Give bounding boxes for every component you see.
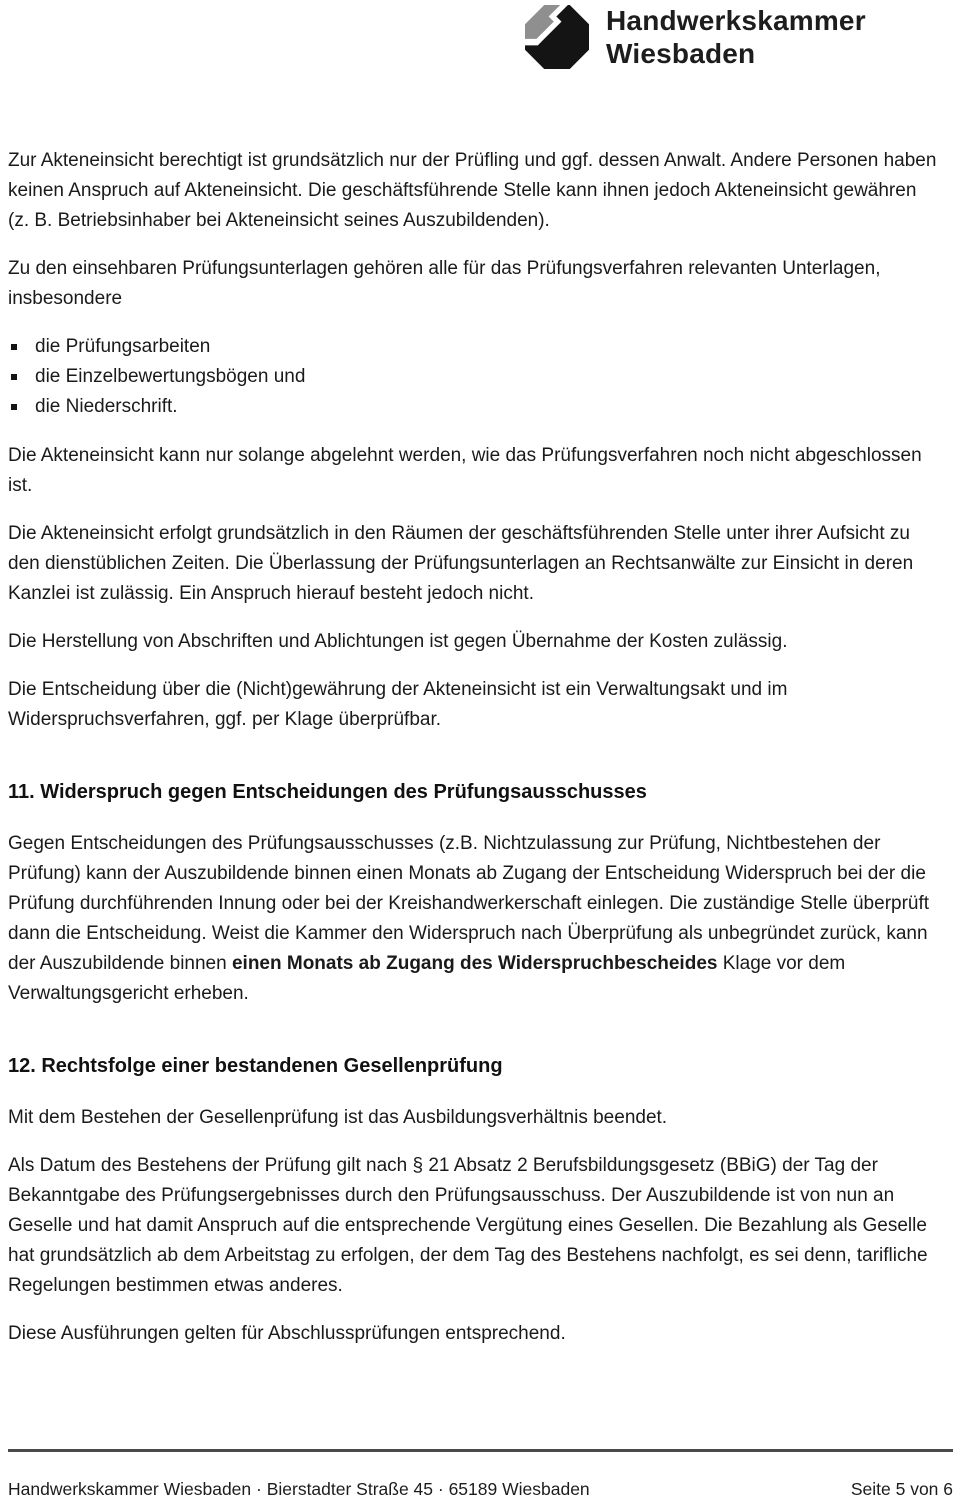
footer-row: [8, 1479, 953, 1508]
bullet-square-icon: [11, 344, 17, 350]
bullet-square-icon: [11, 404, 17, 410]
handwerkskammer-logo: [524, 5, 590, 69]
paragraph-entscheidung: Die Entscheidung über die (Nicht)gewährung der Akteneinsicht ist ein Verwaltungsakt und im Widerspruchsverfahren, ggf. per Klage überprüfbar.: [8, 679, 788, 730]
org-name: [606, 4, 866, 70]
paragraph-abschriften: Die Herstellung von Abschriften und Ablichtungen ist gegen Übernahme der Kosten zulässig.: [8, 631, 788, 652]
paragraph-datum: Als Datum des Bestehens der Prüfung gilt nach § 21 Absatz 2 Berufsbildungsgesetz (BBiG) der Tag der Bekanntgabe des Prüfungsergebnisses durch den Prüfungsausschuss. Der Auszubildende ist von nun an Geselle und hat damit Anspruch auf die entsprechende Vergütung eines Gesellen. Die Bezahlung als Geselle hat grundsätzlich ab dem Arbeitstag zu erfolgen, der dem Tag des Bestehens nachfolgt, es sei denn, tarifliche Regelungen bestimmen etwas anderes.: [8, 1155, 928, 1296]
bullet-square-icon: [11, 374, 17, 380]
paragraph-widerspruch: [8, 829, 942, 1009]
footer-page-number: Seite 5 von 6: [850, 1479, 953, 1499]
document-content: [0, 146, 952, 1349]
paragraph-widerspruch-bold-text: einen Monats ab Zugang des Widerspruchbescheides: [231, 953, 718, 974]
section-heading-12: 12. Rechtsfolge einer bestandenen Gesellenprüfung: [8, 1055, 503, 1077]
org-name-line1: Handwerkskammer: [606, 5, 866, 36]
section-heading-11: 11. Widerspruch gegen Entscheidungen des Prüfungsausschusses: [8, 781, 647, 803]
paragraph-unterlagen: Zu den einsehbaren Prüfungsunterlagen gehören alle für das Prüfungsverfahren relevanten Unterlagen, insbesondere: [8, 258, 881, 309]
paragraph-intro: Zur Akteneinsicht berechtigt ist grundsätzlich nur der Prüfling und ggf. dessen Anwalt. Andere Personen haben keinen Anspruch auf Akteneinsicht. Die geschäftsführende Stelle kann ihnen jedoch Akteneinsicht gewähren (z. B. Betriebsinhaber bei Akteneinsicht seines Auszubildenden).: [8, 150, 937, 231]
paragraph-raeume: Die Akteneinsicht erfolgt grundsätzlich in den Räumen der geschäftsführenden Stelle unter ihrer Aufsicht zu den dienstüblichen Zeiten. Die Überlassung der Prüfungsunterlagen an Rechtsanwälte zur Einsicht in deren Kanzlei ist zulässig. Ein Anspruch hierauf besteht jedoch nicht.: [8, 523, 914, 604]
bullet-list: [8, 332, 942, 422]
bullet-item: [8, 332, 942, 362]
paragraph-ablehnung: Die Akteneinsicht kann nur solange abgelehnt werden, wie das Prüfungsverfahren noch nicht abgeschlossen ist.: [8, 445, 922, 496]
footer-address: Handwerkskammer Wiesbaden · Bierstadter Straße 45 · 65189 Wiesbaden: [8, 1479, 590, 1499]
paragraph-widerspruch-text-after: Klage vor dem Verwaltungsgericht erheben.: [8, 953, 846, 1004]
paragraph-widerspruch-text: Gegen Entscheidungen des Prüfungsausschusses (z.B. Nichtzulassung zur Prüfung, Nichtbestehen der Prüfung) kann der Auszubildende binnen einen Monats ab Zugang der Entscheidung Widerspruch bei der die Prüfung durchführenden Innung oder bei der Kreishandwerkerschaft einlegen. Die zuständige Stelle überprüft dann die Entscheidung. Weist die Kammer den Widerspruch nach Überprüfung als unbegründet zurück, kann der Auszubildende binnen: [8, 833, 930, 974]
bullet-item-label: die Niederschrift.: [35, 396, 178, 417]
paragraph-bestehen: Mit dem Bestehen der Gesellenprüfung ist das Ausbildungsverhältnis beendet.: [8, 1107, 668, 1128]
bullet-item: [8, 392, 942, 422]
bullet-item-label: die Einzelbewertungsbögen und: [35, 366, 306, 387]
page-footer: [8, 1449, 953, 1508]
footer-divider: [8, 1449, 953, 1452]
paragraph-abschluss: Diese Ausführungen gelten für Abschlussprüfungen entsprechend.: [8, 1323, 566, 1344]
org-name-line2: Wiesbaden: [606, 38, 756, 69]
handwerk-octagon-icon: [524, 5, 590, 69]
bullet-item-label: die Prüfungsarbeiten: [35, 336, 211, 357]
page-header: [0, 0, 960, 86]
bullet-item: [8, 362, 942, 392]
